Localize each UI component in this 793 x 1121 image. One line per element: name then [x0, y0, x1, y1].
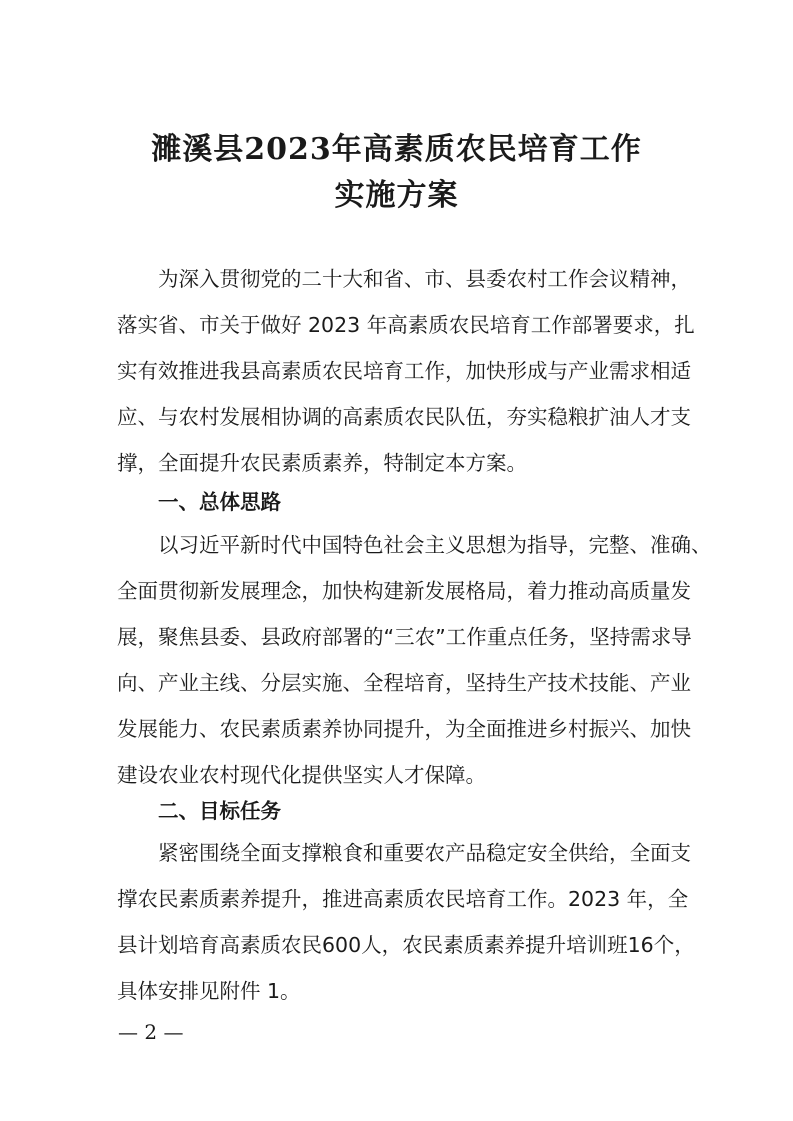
- document-title-line-1: 濉溪县2023年高素质农民培育工作: [151, 132, 642, 167]
- document-title-line-2: 实施方案: [334, 178, 459, 213]
- paragraph-line: 紧密围绕全面支撑粮食和重要农产品稳定安全供给，全面支: [158, 841, 691, 865]
- paragraph-line: 撑农民素质素养提升，推进高素质农民培育工作。2023 年，全: [117, 887, 689, 911]
- paragraph-line: 为深入贯彻党的二十大和省、市、县委农村工作会议精神，: [158, 267, 691, 291]
- intro-paragraph: [117, 256, 717, 486]
- paragraph-line: 向、产业主线、分层实施、全程培育，坚持生产技术技能、产业: [117, 671, 691, 695]
- paragraph-line: 展，聚焦县委、县政府部署的“三农”工作重点任务，坚持需求导: [117, 625, 692, 649]
- paragraph-line: 发展能力、农民素质素养协同提升，为全面推进乡村振兴、加快: [117, 717, 691, 741]
- paragraph-line: 撑，全面提升农民素质素养，特制定本方案。: [117, 451, 527, 475]
- paragraph-line: 全面贯彻新发展理念，加快构建新发展格局，着力推动高质量发: [117, 579, 691, 603]
- section1-paragraph: [117, 522, 717, 798]
- paragraph-line: 具体安排见附件 1。: [117, 979, 301, 1003]
- paragraph-line: 县计划培育高素质农民600人，农民素质素养提升培训班16个，: [117, 933, 695, 957]
- section-heading-goals-tasks: 二、目标任务: [158, 799, 281, 823]
- paragraph-line: 以习近平新时代中国特色社会主义思想为指导，完整、准确、: [158, 533, 712, 557]
- section2-paragraph: [117, 830, 717, 1014]
- page-number: — 2 —: [118, 1020, 184, 1044]
- paragraph-line: 建设农业农村现代化提供坚实人才保障。: [117, 763, 486, 787]
- paragraph-line: 落实省、市关于做好 2023 年高素质农民培育工作部署要求，扎: [117, 313, 695, 337]
- paragraph-line: 实有效推进我县高素质农民培育工作，加快形成与产业需求相适: [117, 359, 691, 383]
- paragraph-line: 应、与农村发展相协调的高素质农民队伍，夯实稳粮扩油人才支: [117, 405, 691, 429]
- section-heading-overall-approach: 一、总体思路: [158, 490, 281, 514]
